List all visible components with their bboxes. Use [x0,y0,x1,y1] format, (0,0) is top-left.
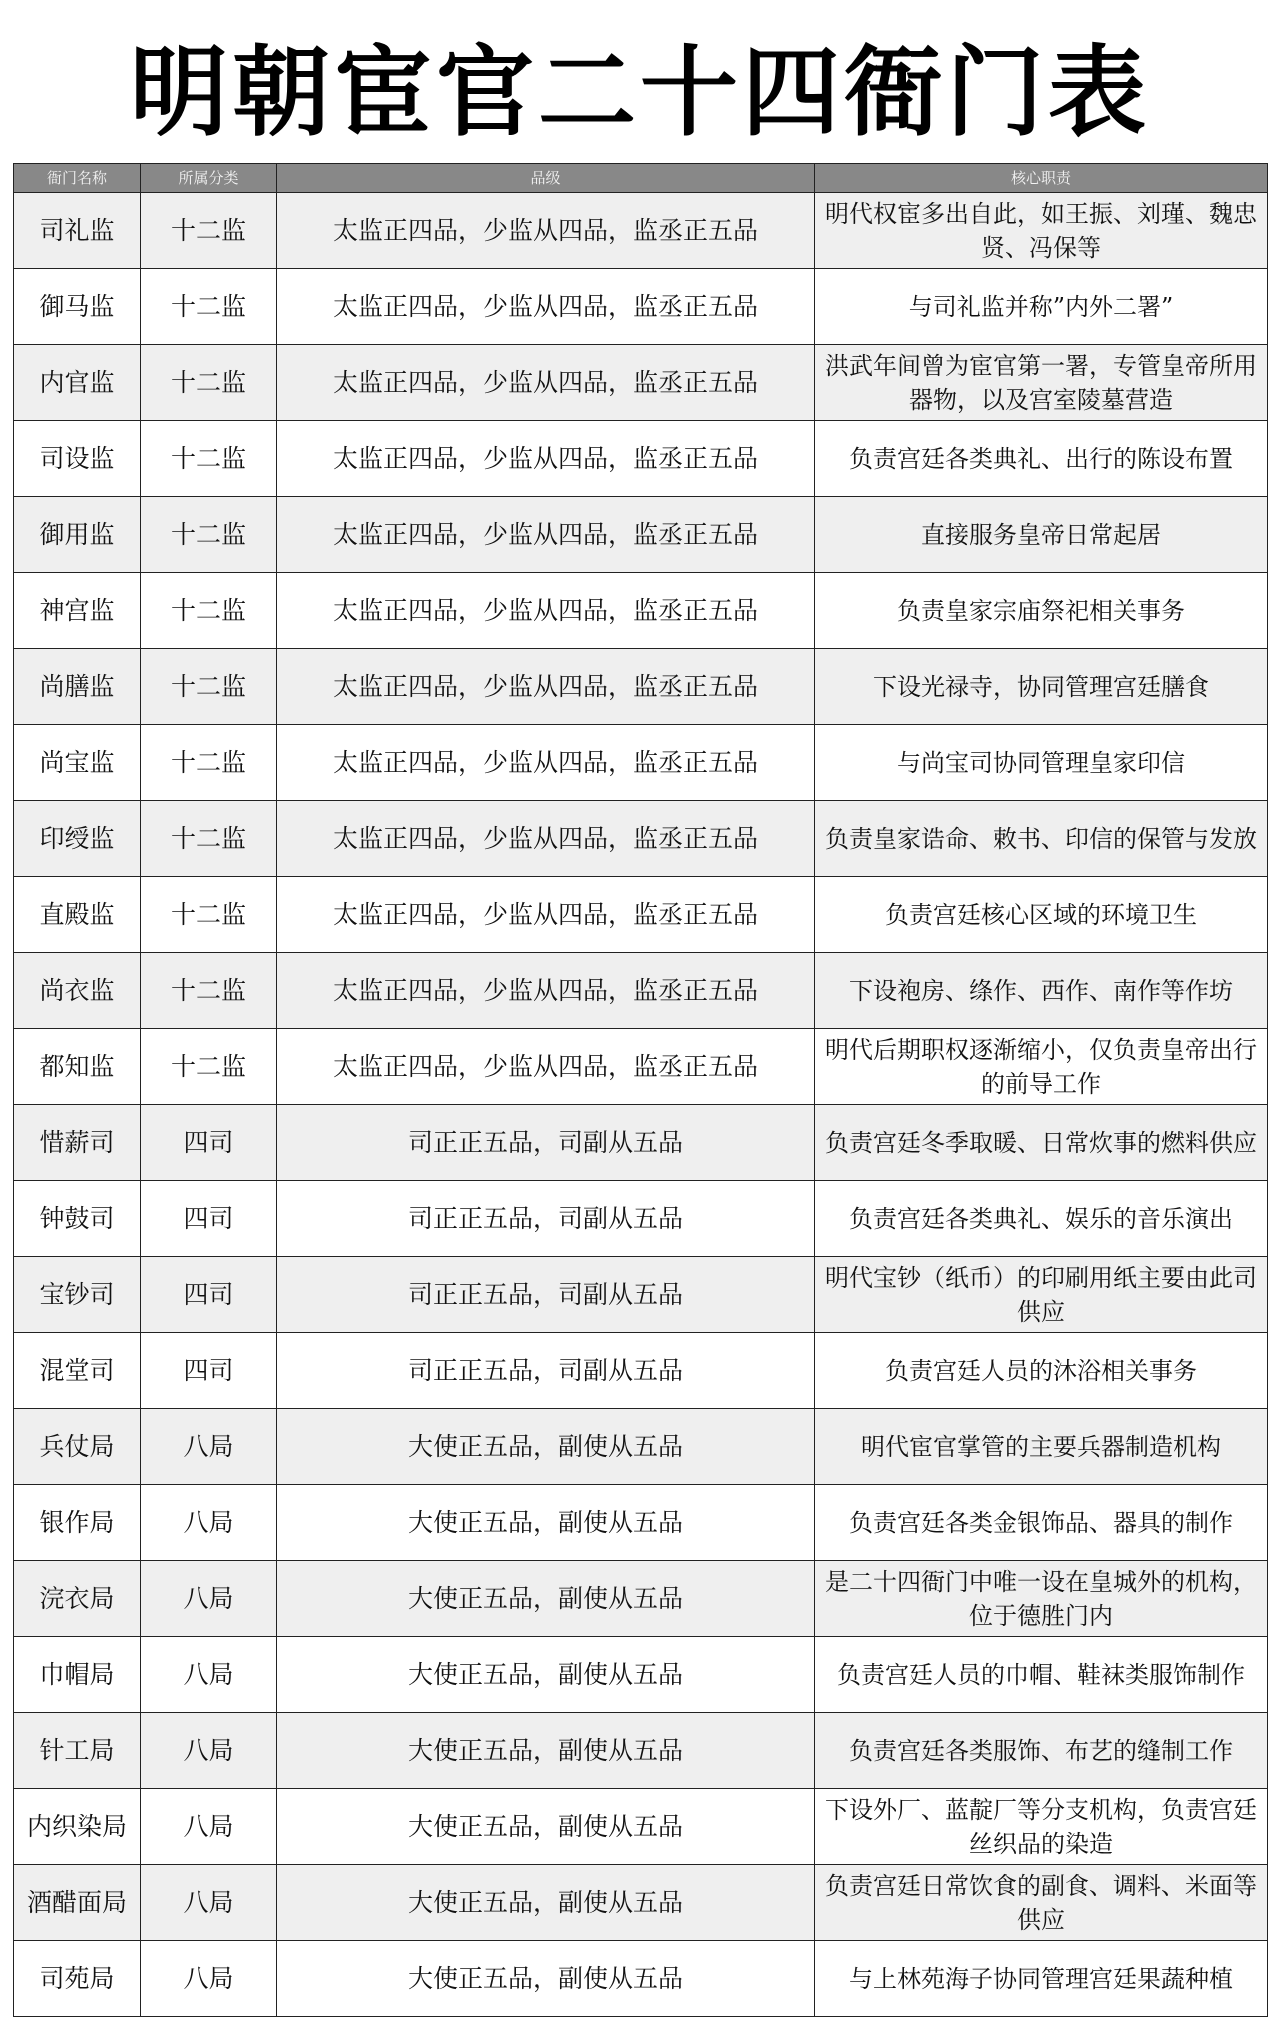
cell-rank: 大使正五品，副使从五品 [277,1713,815,1789]
cell-rank: 太监正四品，少监从四品，监丞正五品 [277,269,815,345]
table-row [14,1561,1268,1637]
cell-duty: 直接服务皇帝日常起居 [815,497,1268,573]
page-title: 明朝宦官二十四衙门表 [129,36,1150,150]
cell-duty: 负责皇家宗庙祭祀相关事务 [815,573,1268,649]
cell-rank: 太监正四品，少监从四品，监丞正五品 [277,953,815,1029]
cell-rank: 太监正四品，少监从四品，监丞正五品 [277,801,815,877]
cell-yamen-name: 惜薪司 [14,1105,141,1181]
cell-yamen-name: 钟鼓司 [14,1181,141,1257]
cell-category: 十二监 [141,1029,277,1105]
cell-rank: 大使正五品，副使从五品 [277,1865,815,1941]
cell-yamen-name: 司礼监 [14,193,141,269]
table-row [14,1409,1268,1485]
cell-category: 四司 [141,1181,277,1257]
cell-category: 四司 [141,1105,277,1181]
cell-category: 八局 [141,1637,277,1713]
table-row [14,649,1268,725]
cell-duty: 是二十四衙门中唯一设在皇城外的机构，位于德胜门内 [815,1561,1268,1637]
cell-rank: 大使正五品，副使从五品 [277,1409,815,1485]
table-row [14,801,1268,877]
cell-yamen-name: 印绶监 [14,801,141,877]
cell-rank: 司正正五品，司副从五品 [277,1257,815,1333]
table-row [14,1485,1268,1561]
table-row [14,421,1268,497]
cell-rank: 大使正五品，副使从五品 [277,1789,815,1865]
cell-rank: 大使正五品，副使从五品 [277,1637,815,1713]
cell-rank: 太监正四品，少监从四品，监丞正五品 [277,573,815,649]
table-row [14,1181,1268,1257]
cell-category: 八局 [141,1865,277,1941]
cell-duty: 明代宦官掌管的主要兵器制造机构 [815,1409,1268,1485]
cell-category: 十二监 [141,421,277,497]
table-row [14,497,1268,573]
table-row [14,1257,1268,1333]
cell-duty: 负责宫廷核心区域的环境卫生 [815,877,1268,953]
cell-yamen-name: 司设监 [14,421,141,497]
table-row [14,1713,1268,1789]
cell-category: 十二监 [141,573,277,649]
cell-rank: 太监正四品，少监从四品，监丞正五品 [277,1029,815,1105]
cell-duty: 下设袍房、绦作、西作、南作等作坊 [815,953,1268,1029]
cell-category: 八局 [141,1941,277,2017]
cell-duty: 明代后期职权逐渐缩小，仅负责皇帝出行的前导工作 [815,1029,1268,1105]
cell-duty: 明代权宦多出自此，如王振、刘瑾、魏忠贤、冯保等 [815,193,1268,269]
cell-yamen-name: 神宫监 [14,573,141,649]
cell-category: 十二监 [141,193,277,269]
cell-yamen-name: 直殿监 [14,877,141,953]
cell-yamen-name: 宝钞司 [14,1257,141,1333]
cell-yamen-name: 尚膳监 [14,649,141,725]
cell-yamen-name: 御马监 [14,269,141,345]
cell-category: 八局 [141,1789,277,1865]
cell-yamen-name: 混堂司 [14,1333,141,1409]
cell-category: 十二监 [141,877,277,953]
cell-category: 十二监 [141,497,277,573]
table-row [14,1029,1268,1105]
cell-yamen-name: 针工局 [14,1713,141,1789]
cell-category: 四司 [141,1333,277,1409]
table-row [14,1105,1268,1181]
header-yamen-name: 衙门名称 [14,164,141,193]
table-header-row [14,164,1268,193]
table-row [14,953,1268,1029]
cell-yamen-name: 司苑局 [14,1941,141,2017]
cell-category: 八局 [141,1485,277,1561]
cell-yamen-name: 尚宝监 [14,725,141,801]
cell-yamen-name: 都知监 [14,1029,141,1105]
cell-category: 四司 [141,1257,277,1333]
cell-yamen-name: 御用监 [14,497,141,573]
cell-yamen-name: 巾帽局 [14,1637,141,1713]
table-row [14,573,1268,649]
header-category: 所属分类 [141,164,277,193]
cell-duty: 负责宫廷各类典礼、出行的陈设布置 [815,421,1268,497]
table-row [14,1637,1268,1713]
cell-rank: 司正正五品，司副从五品 [277,1105,815,1181]
cell-yamen-name: 酒醋面局 [14,1865,141,1941]
cell-rank: 大使正五品，副使从五品 [277,1941,815,2017]
cell-duty: 负责宫廷人员的沐浴相关事务 [815,1333,1268,1409]
cell-category: 十二监 [141,953,277,1029]
cell-rank: 太监正四品，少监从四品，监丞正五品 [277,345,815,421]
cell-yamen-name: 兵仗局 [14,1409,141,1485]
cell-category: 十二监 [141,269,277,345]
cell-rank: 太监正四品，少监从四品，监丞正五品 [277,877,815,953]
cell-category: 八局 [141,1409,277,1485]
cell-category: 十二监 [141,801,277,877]
cell-duty: 负责宫廷各类典礼、娱乐的音乐演出 [815,1181,1268,1257]
cell-rank: 司正正五品，司副从五品 [277,1181,815,1257]
table-row [14,1941,1268,2017]
table-row [14,1865,1268,1941]
cell-duty: 与上林苑海子协同管理宫廷果蔬种植 [815,1941,1268,2017]
cell-category: 十二监 [141,725,277,801]
table-row [14,269,1268,345]
cell-rank: 大使正五品，副使从五品 [277,1561,815,1637]
cell-rank: 大使正五品，副使从五品 [277,1485,815,1561]
cell-duty: 负责宫廷冬季取暖、日常炊事的燃料供应 [815,1105,1268,1181]
cell-yamen-name: 内官监 [14,345,141,421]
cell-duty: 明代宝钞（纸币）的印刷用纸主要由此司供应 [815,1257,1268,1333]
cell-duty: 负责皇家诰命、敕书、印信的保管与发放 [815,801,1268,877]
cell-duty: 洪武年间曾为宦官第一署，专管皇帝所用器物，以及宫室陵墓营造 [815,345,1268,421]
cell-duty: 与尚宝司协同管理皇家印信 [815,725,1268,801]
cell-rank: 太监正四品，少监从四品，监丞正五品 [277,725,815,801]
yamen-table [13,163,1268,2017]
cell-duty: 负责宫廷各类服饰、布艺的缝制工作 [815,1713,1268,1789]
cell-duty: 负责宫廷人员的巾帽、鞋袜类服饰制作 [815,1637,1268,1713]
table-row [14,1789,1268,1865]
cell-yamen-name: 内织染局 [14,1789,141,1865]
cell-rank: 太监正四品，少监从四品，监丞正五品 [277,649,815,725]
cell-category: 八局 [141,1561,277,1637]
cell-rank: 太监正四品，少监从四品，监丞正五品 [277,193,815,269]
cell-rank: 司正正五品，司副从五品 [277,1333,815,1409]
cell-category: 八局 [141,1713,277,1789]
cell-category: 十二监 [141,345,277,421]
cell-duty: 下设外厂、蓝靛厂等分支机构，负责宫廷丝织品的染造 [815,1789,1268,1865]
cell-duty: 下设光禄寺，协同管理宫廷膳食 [815,649,1268,725]
cell-yamen-name: 尚衣监 [14,953,141,1029]
cell-duty: 与司礼监并称”内外二署” [815,269,1268,345]
table-row [14,345,1268,421]
table-row [14,193,1268,269]
cell-duty: 负责宫廷日常饮食的副食、调料、米面等供应 [815,1865,1268,1941]
cell-yamen-name: 浣衣局 [14,1561,141,1637]
cell-rank: 太监正四品，少监从四品，监丞正五品 [277,421,815,497]
table-row [14,1333,1268,1409]
table-body [14,193,1268,2017]
cell-duty: 负责宫廷各类金银饰品、器具的制作 [815,1485,1268,1561]
cell-yamen-name: 银作局 [14,1485,141,1561]
header-duty: 核心职责 [815,164,1268,193]
header-rank: 品级 [277,164,815,193]
cell-rank: 太监正四品，少监从四品，监丞正五品 [277,497,815,573]
table-row [14,725,1268,801]
cell-category: 十二监 [141,649,277,725]
table-row [14,877,1268,953]
